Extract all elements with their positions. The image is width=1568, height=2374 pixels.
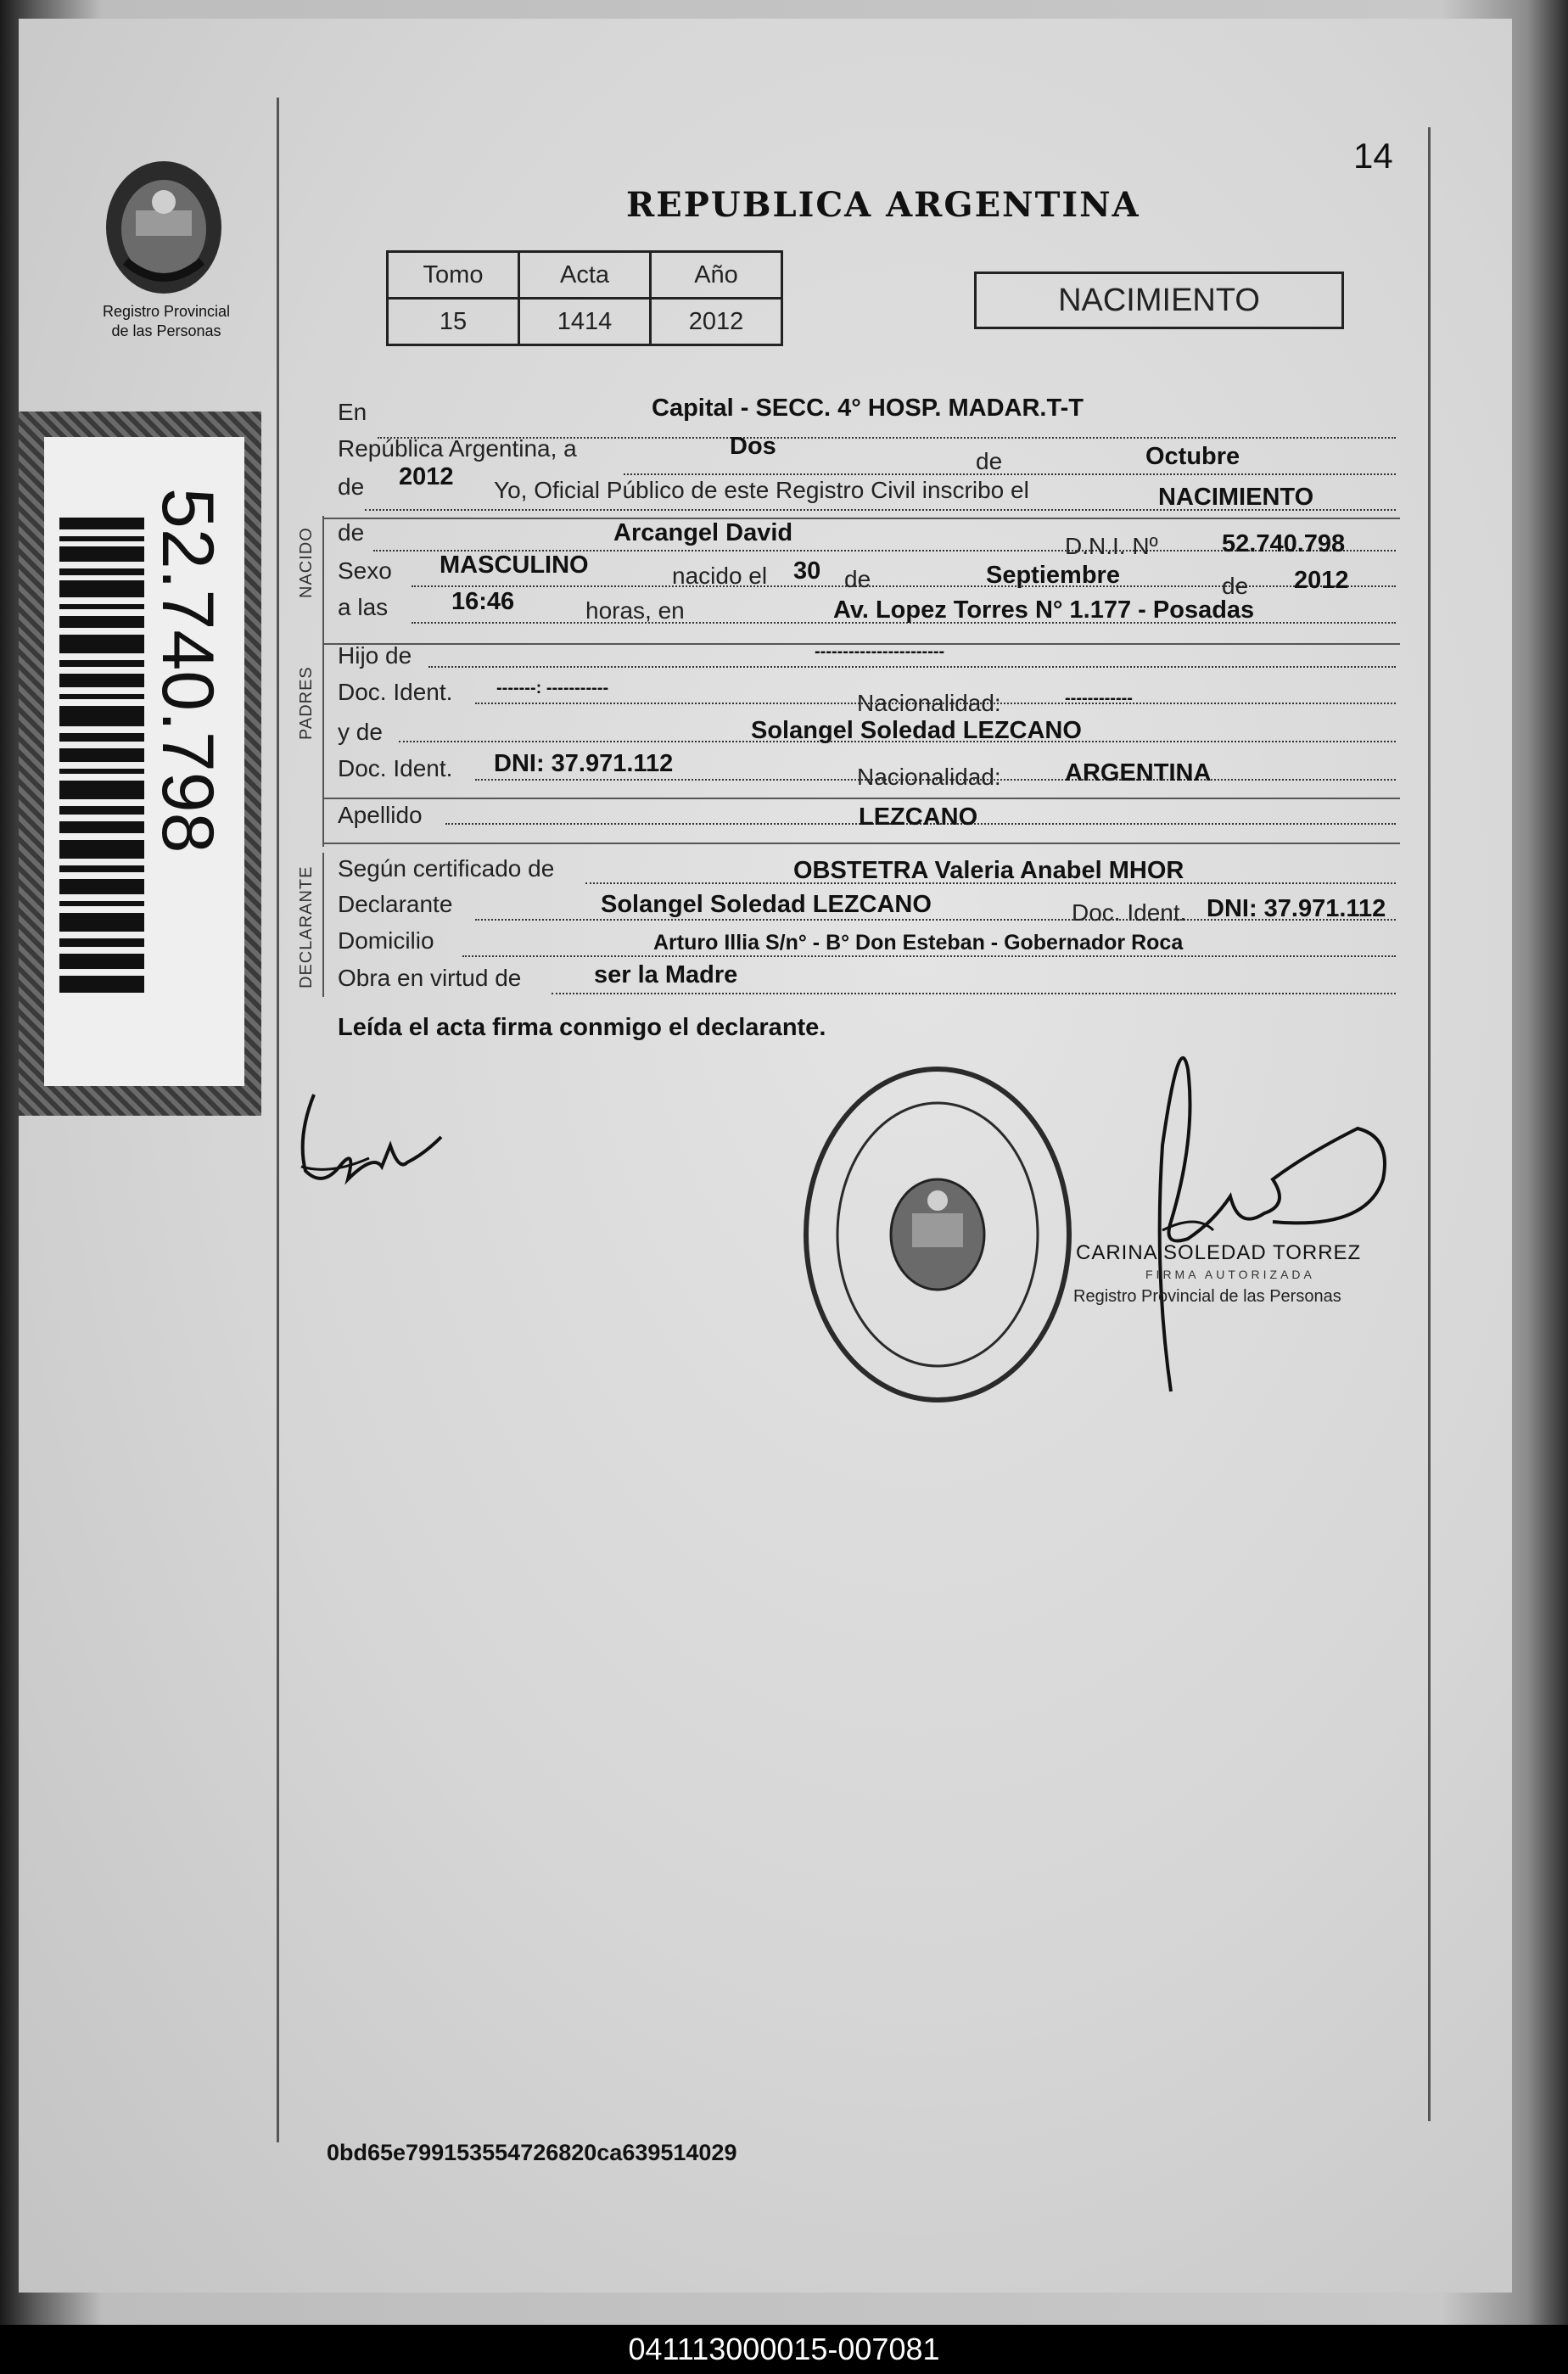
footer-id: 041113000015-007081 bbox=[0, 2325, 1568, 2374]
nombre-value: Arcangel David bbox=[613, 519, 793, 546]
barcode-number: 52.740.798 bbox=[147, 488, 228, 854]
record-type-box: NACIMIENTO bbox=[974, 272, 1344, 329]
alas-label: a las bbox=[338, 594, 389, 620]
decl-doc-value: DNI: 37.971.112 bbox=[1207, 895, 1386, 922]
inscribo-value: NACIMIENTO bbox=[1158, 484, 1314, 511]
apellido-label: Apellido bbox=[338, 802, 423, 828]
nacido-anio: 2012 bbox=[1294, 567, 1349, 594]
section-declarante: DECLARANTE bbox=[297, 865, 316, 988]
nacido-de2-label: de bbox=[1222, 573, 1249, 599]
de2-label: de bbox=[338, 473, 365, 500]
left-margin-line bbox=[277, 98, 279, 2142]
barcode bbox=[59, 518, 144, 993]
mes-value: Octubre bbox=[1145, 443, 1240, 470]
declarante-label: Declarante bbox=[338, 891, 453, 917]
lugar-value: Av. Lopez Torres N° 1.177 - Posadas bbox=[833, 596, 1255, 624]
sexo-value: MASCULINO bbox=[440, 552, 589, 579]
apellido-value: LEZCANO bbox=[859, 803, 978, 831]
section-padres: PADRES bbox=[297, 666, 316, 740]
registry-name-line2: de las Personas bbox=[111, 322, 221, 339]
official-name: CARINA SOLEDAD TORREZ bbox=[1076, 1241, 1362, 1264]
hijo-value: ----------------------- bbox=[815, 642, 945, 661]
sexo-label: Sexo bbox=[338, 557, 392, 584]
anio-value: 2012 bbox=[399, 463, 454, 490]
table-value-tomo: 15 bbox=[388, 299, 519, 345]
hora-value: 16:46 bbox=[451, 588, 515, 615]
domicilio-label: Domicilio bbox=[338, 927, 434, 954]
table-value-anio: 2012 bbox=[651, 299, 782, 345]
official-stamp bbox=[798, 1061, 1078, 1408]
page-number: 14 bbox=[1353, 136, 1393, 176]
nacido-mes: Septiembre bbox=[986, 562, 1120, 589]
right-margin-line bbox=[1428, 127, 1431, 2121]
official-signature bbox=[1069, 1018, 1425, 1408]
nacido-de-label: de bbox=[844, 566, 871, 592]
nac1-label: Nacionalidad: bbox=[857, 690, 1001, 716]
record-table bbox=[386, 250, 783, 346]
shield-icon bbox=[92, 151, 236, 295]
obra-label: Obra en virtud de bbox=[338, 965, 522, 991]
declarant-signature bbox=[288, 1086, 458, 1196]
nacido-dia: 30 bbox=[793, 557, 821, 585]
en-value: Capital - SECC. 4° HOSP. MADAR.T-T bbox=[652, 395, 1084, 422]
republica-label: República Argentina, a bbox=[338, 435, 577, 462]
doc1-value: -------: ----------- bbox=[496, 679, 609, 697]
yo-text: Yo, Oficial Público de este Registro Civil inscribo el bbox=[494, 477, 1029, 503]
barcode-number-wrap bbox=[147, 437, 238, 1086]
madre-value: Solangel Soledad LEZCANO bbox=[751, 717, 1082, 744]
table-header-tomo: Tomo bbox=[388, 252, 519, 299]
nac2-label: Nacionalidad: bbox=[857, 764, 1001, 790]
declarante-value: Solangel Soledad LEZCANO bbox=[601, 891, 932, 918]
yde-label: y de bbox=[338, 719, 383, 745]
section-nacido: NACIDO bbox=[297, 527, 316, 598]
official-role: FIRMA AUTORIZADA bbox=[1145, 1268, 1315, 1281]
hijo-label: Hijo de bbox=[338, 642, 412, 669]
domicilio-value: Arturo Illia S/n° - B° Don Esteban - Gobernador Roca bbox=[653, 931, 1184, 955]
closing-statement: Leída el acta firma conmigo el declarante. bbox=[338, 1014, 826, 1041]
official-org: Registro Provincial de las Personas bbox=[1073, 1287, 1341, 1306]
doc2-value: DNI: 37.971.112 bbox=[494, 750, 674, 777]
nac1-value: ------------ bbox=[1065, 689, 1133, 708]
nombre-label: de bbox=[338, 519, 365, 546]
nacido-label: nacido el bbox=[672, 563, 768, 589]
document-title: REPUBLICA ARGENTINA bbox=[626, 185, 1140, 225]
table-header-acta: Acta bbox=[519, 252, 651, 299]
certificado-value: OBSTETRA Valeria Anabel MHOR bbox=[793, 857, 1184, 884]
barcode-panel bbox=[19, 412, 261, 1116]
de-label: de bbox=[976, 448, 1003, 474]
nac2-value: ARGENTINA bbox=[1065, 759, 1212, 787]
dia-value: Dos bbox=[730, 433, 776, 460]
doc2-label: Doc. Ident. bbox=[338, 755, 453, 781]
obra-value: ser la Madre bbox=[594, 961, 738, 988]
certificado-label: Según certificado de bbox=[338, 855, 555, 882]
registry-emblem bbox=[92, 151, 236, 295]
en-label: En bbox=[338, 399, 367, 425]
decl-doc-label: Doc. Ident. bbox=[1072, 899, 1187, 926]
horas-label: horas, en bbox=[585, 597, 685, 624]
registry-name-line1: Registro Provincial bbox=[102, 303, 231, 320]
table-value-acta: 1414 bbox=[519, 299, 651, 345]
doc1-label: Doc. Ident. bbox=[338, 679, 453, 705]
dni-value: 52.740.798 bbox=[1222, 530, 1346, 557]
dni-label: D.N.I. Nº bbox=[1065, 533, 1158, 559]
table-header-anio: Año bbox=[651, 252, 782, 299]
document-hash: 0bd65e799153554726820ca639514029 bbox=[327, 2140, 737, 2165]
